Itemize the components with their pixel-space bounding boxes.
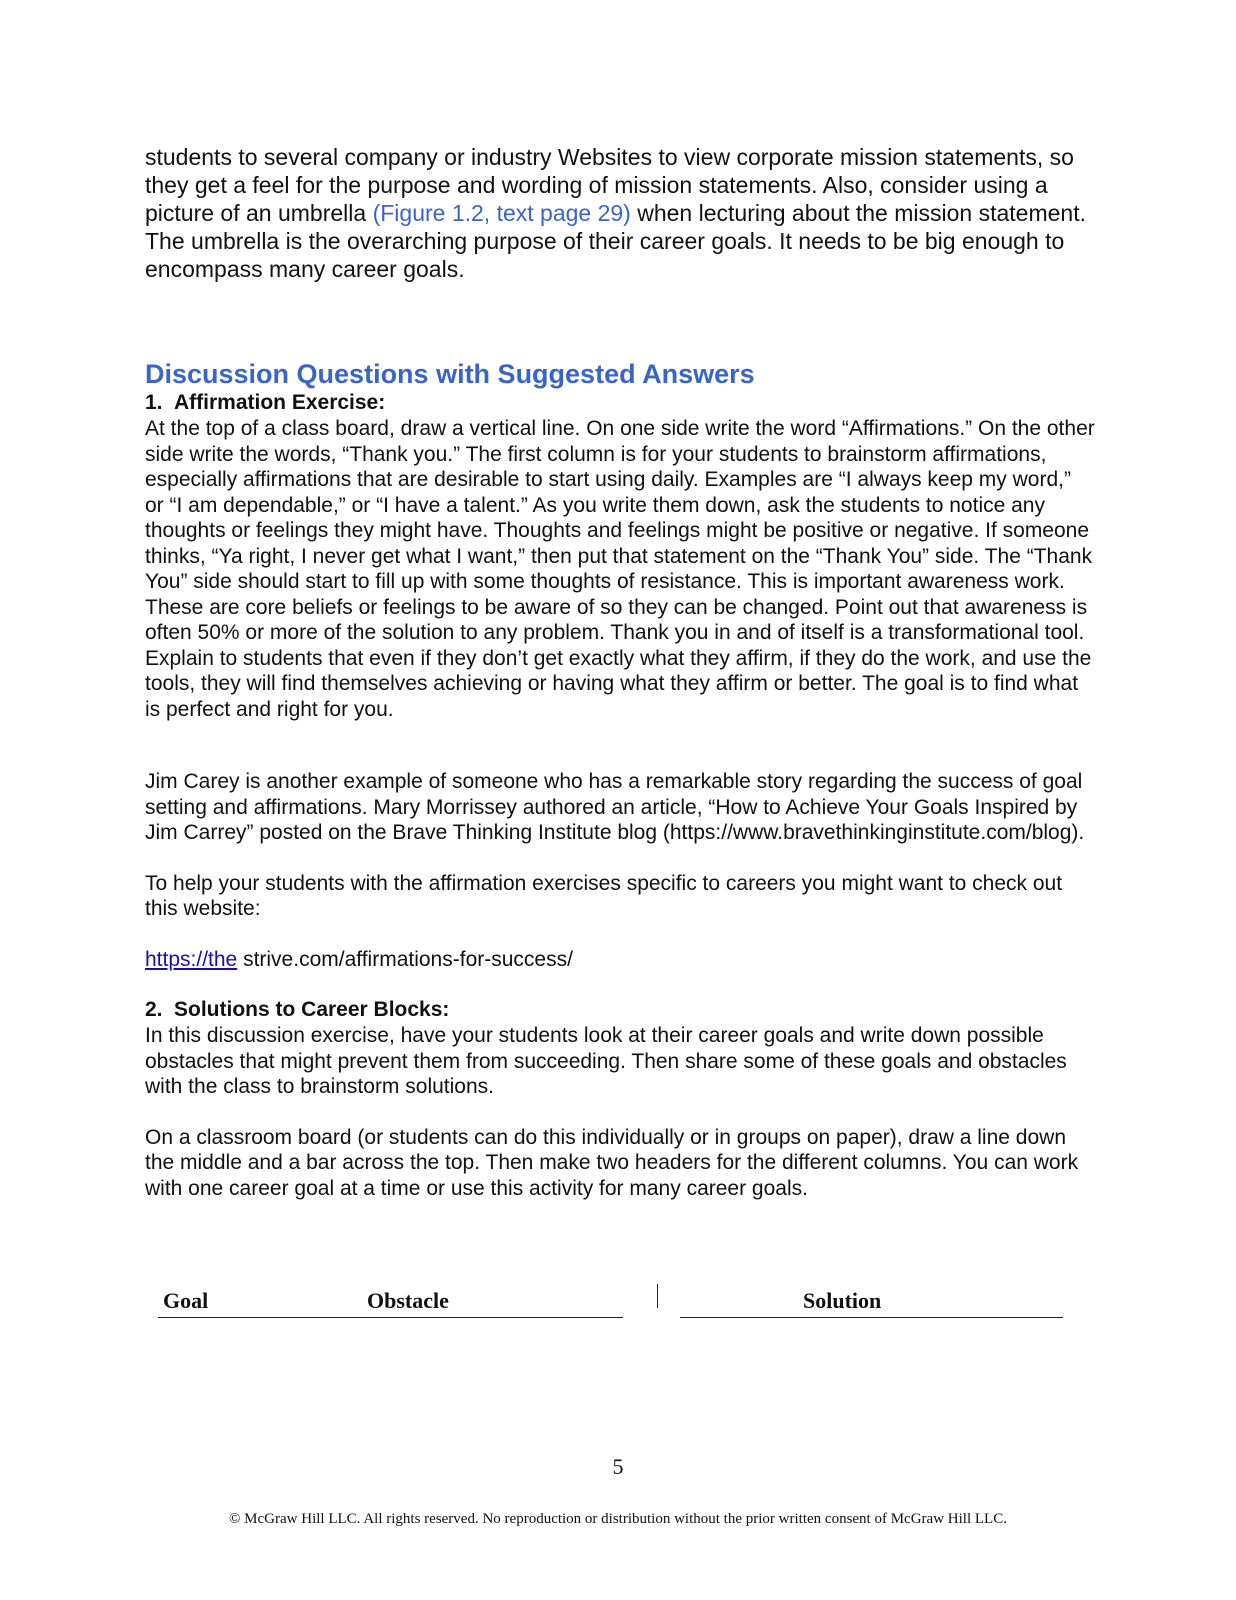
question-1-heading (145, 390, 1095, 416)
website-link-rest: strive.com/affirmations-for-success/ (237, 947, 573, 971)
question-2-body-1: In this discussion exercise, have your students look at their career goals and write down possible obstacles that might prevent them from succeeding. Then share some of these goals and obstacles with the class to brainstorm solutions. (145, 1024, 1067, 1098)
figure-reference: (Figure 1.2, text page 29) (372, 200, 631, 226)
intro-text-before: students to several company or industry Websites to view corporate mission statements, so they get a feel for the purpose and wording of mission statements. Also, consider using a picture of an umbrella (145, 144, 1074, 226)
question-2-heading (145, 997, 1095, 1023)
website-line (145, 947, 1095, 973)
question-1-title: Affirmation Exercise: (174, 391, 386, 414)
question-1-body: At the top of a class board, draw a vertical line. On one side write the word “Affirmations.” On the other side write the words, “Thank you.” The first column is for your students to brainstorm affirmations, especially affirmations that are desirable to start using daily. Examples are “I always keep my word,” or “I am dependable,” or “I have a talent.” As you write them down, ask the students to notice any thoughts or feelings they might have. Thoughts and feelings might be positive or negative. If someone thinks, “Ya right, I never get what I want,” then put that statement on the “Thank You” side. The “Thank You” side should start to fill up with some thoughts of resistance. This is important awareness work. These are core beliefs or feelings to be aware of so they can be changed. Point out that awareness is often 50% or more of the solution to any problem. Thank you in and of itself is a transformational tool. Explain to students that even if they don’t get exactly what they affirm, if they do the work, and use the tools, they will find themselves achieving or having what they affirm or better. The goal is to find what is perfect and right for you. (145, 417, 1095, 721)
intro-paragraph (145, 143, 1095, 283)
header-goal: Goal (163, 1288, 209, 1313)
question-2-title: Solutions to Career Blocks: (174, 998, 450, 1021)
question-2-number: 2. (145, 998, 163, 1021)
column-divider (657, 1284, 658, 1308)
question-2-body-2: On a classroom board (or students can do this individually or in groups on paper), draw a line down the middle and a bar across the top. Then make two headers for the different columns. You can work with one career goal at a time or use this activity for many career goals. (145, 1125, 1079, 1200)
jim-carey-paragraph: Jim Carey is another example of someone who has a remarkable story regarding the success of goal setting and affirmations. Mary Morrissey authored an article, “How to Achieve Your Goals Inspired by Jim Carrey” posted on the Brave Thinking Institute blog (https://www.bravethinkinginstitute.com/blog). (145, 770, 1085, 844)
goal-obstacle-solution-header (0, 1284, 1236, 1324)
intro-text-after: when lecturing about the mission statement. The umbrella is the overarching purpose of their career goals. It needs to be big enough to encompass many career goals. (145, 200, 1086, 282)
page-content (145, 143, 1095, 1201)
help-paragraph: To help your students with the affirmation exercises specific to careers you might want to check out this website: (145, 871, 1063, 920)
header-solution: Solution (803, 1288, 882, 1313)
copyright-notice: © McGraw Hill LLC. All rights reserved. No reproduction or distribution without the prior written consent of McGraw Hill LLC. (229, 1511, 1007, 1527)
header-underline-right (680, 1317, 1063, 1318)
website-link[interactable]: https://the (145, 947, 238, 971)
page-number: 5 (612, 1454, 624, 1479)
question-1-number: 1. (145, 391, 163, 414)
header-underline-left (158, 1317, 623, 1318)
section-heading: Discussion Questions with Suggested Answers (145, 359, 755, 389)
header-obstacle: Obstacle (367, 1288, 449, 1313)
